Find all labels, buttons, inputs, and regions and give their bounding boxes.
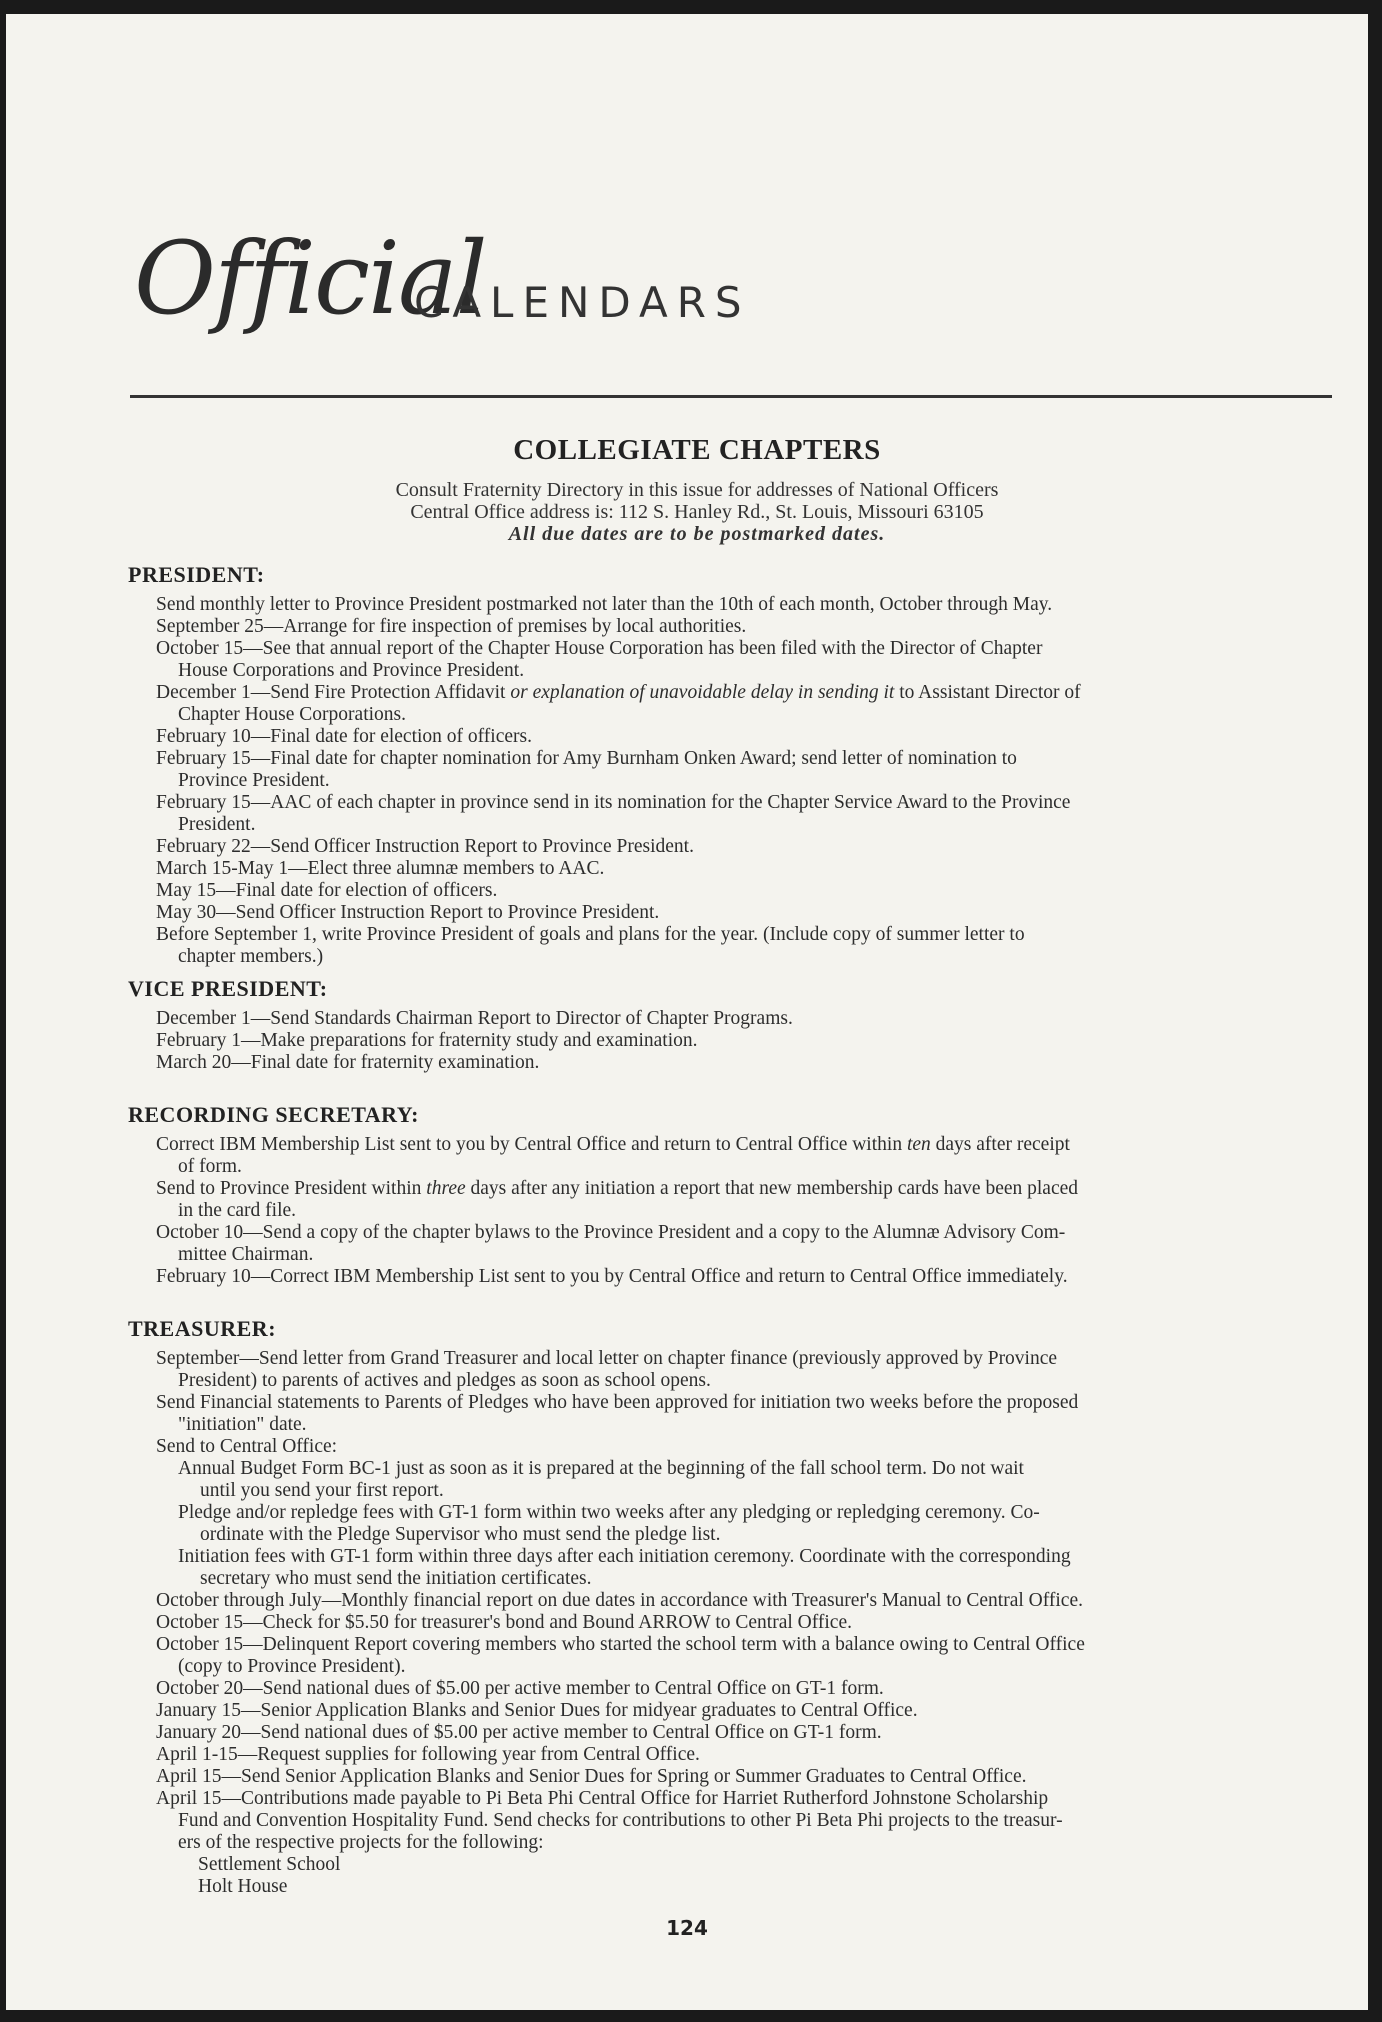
calendar-entry: Send to Central Office: — [156, 1436, 338, 1457]
calendar-entry: May 30—Send Officer Instruction Report to Province President. — [156, 902, 660, 923]
entry-continuation: chapter members.) — [178, 946, 324, 967]
entry-continuation: Chapter House Corporations. — [178, 704, 407, 725]
calendar-subentry — [178, 1458, 1330, 1502]
calendar-entry: October 15—Check for $5.50 for treasurer's bond and Bound ARROW to Central Office. — [156, 1612, 852, 1633]
calendar-entry: October through July—Monthly financial report on due dates in accordance with Treasurer's Manual to Central Office. — [156, 1590, 1083, 1611]
project-item: Settlement School — [198, 1854, 341, 1875]
calendar-subentry — [178, 1502, 1330, 1546]
section-intro — [6, 479, 1382, 545]
entry-continuation: President. — [178, 814, 256, 835]
entry-line: February 15—Final date for chapter nomination for Amy Burnham Onken Award; send letter of nomination to — [156, 748, 1017, 769]
entry-continuation: President) to parents of actives and pledges as soon as school opens. — [178, 1370, 711, 1391]
calendar-entry: January 20—Send national dues of $5.00 per active member to Central Office on GT-1 form. — [156, 1722, 882, 1743]
calendar-entry — [156, 1788, 1330, 1854]
entry-line: Annual Budget Form BC-1 just as soon as it is prepared at the beginning of the fall school term. Do not wait — [178, 1458, 1024, 1479]
calendar-entry: March 20—Final date for fraternity examination. — [156, 1052, 540, 1073]
entry-line: October 15—Delinquent Report covering members who started the school term with a balance owing to Central Office — [156, 1634, 1085, 1655]
calendar-entry: February 10—Final date for election of officers. — [156, 726, 532, 747]
entry-italic: three — [426, 1178, 466, 1199]
entry-continuation: until you send your first report. — [200, 1480, 444, 1501]
entry-line: September—Send letter from Grand Treasurer and local letter on chapter finance (previously approved by Province — [156, 1348, 1058, 1369]
entry-continuation: House Corporations and Province President. — [178, 660, 525, 681]
calendar-entry: April 15—Send Senior Application Blanks and Senior Dues for Spring or Summer Graduates to Central Office. — [156, 1766, 1027, 1787]
entry-text: Correct IBM Membership List sent to you by Central Office and return to Central Office within — [156, 1134, 907, 1155]
heading-caps-word: CALENDARS — [414, 278, 751, 327]
calendar-entry — [156, 1178, 1330, 1222]
entry-italic: ten — [906, 1134, 931, 1155]
role-heading-recording-secretary: RECORDING SECRETARY: — [128, 1102, 419, 1127]
calendar-entry — [156, 638, 1330, 682]
entry-line: Before September 1, write Province President of goals and plans for the year. (Include copy of summer letter to — [156, 924, 1025, 945]
entry-text: December 1—Send Fire Protection Affidavit — [156, 682, 511, 703]
heading-script-word: Official — [134, 220, 486, 337]
section-title: COLLEGIATE CHAPTERS — [513, 434, 881, 466]
entry-text: days after receipt — [930, 1134, 1070, 1155]
intro-line: Central Office address is: 112 S. Hanley Rd., St. Louis, Missouri 63105 — [410, 501, 984, 523]
entry-continuation: mittee Chairman. — [178, 1244, 314, 1265]
calendar-entry — [156, 1392, 1330, 1436]
calendar-entry — [156, 924, 1330, 968]
calendar-entry — [156, 682, 1330, 726]
calendar-entry: February 22—Send Officer Instruction Report to Province President. — [156, 836, 694, 857]
entry-continuation: of form. — [178, 1156, 242, 1177]
entry-line: April 15—Contributions made payable to Pi Beta Phi Central Office for Harriet Rutherford Johnstone Scholarship — [156, 1788, 1049, 1809]
document-page — [6, 14, 1368, 2010]
calendar-entry: December 1—Send Standards Chairman Report to Director of Chapter Programs. — [156, 1008, 793, 1029]
entry-text: days after any initiation a report that new membership cards have been placed — [465, 1178, 1079, 1199]
calendar-entry: March 15-May 1—Elect three alumnæ members to AAC. — [156, 858, 605, 879]
entry-line: February 15—AAC of each chapter in province send in its nomination for the Chapter Service Award to the Province — [156, 792, 1071, 813]
calendar-entry — [156, 1634, 1330, 1678]
entry-continuation: (copy to Province President). — [178, 1656, 406, 1677]
calendar-entry: October 20—Send national dues of $5.00 per active member to Central Office on GT-1 form. — [156, 1678, 884, 1699]
calendar-entry: May 15—Final date for election of officers. — [156, 880, 498, 901]
entry-continuation: in the card file. — [178, 1200, 297, 1221]
calendar-subentry — [178, 1546, 1330, 1590]
entry-line: October 10—Send a copy of the chapter bylaws to the Province President and a copy to the Alumnæ Advisory Com- — [156, 1222, 1066, 1243]
calendar-entry: Send monthly letter to Province President postmarked not later than the 10th of each month, October through May. — [156, 594, 1053, 615]
calendar-entry: February 1—Make preparations for fraternity study and examination. — [156, 1030, 698, 1051]
intro-line: Consult Fraternity Directory in this issue for addresses of National Officers — [395, 479, 999, 501]
heading-rule — [130, 395, 1332, 398]
entry-continuation: secretary who must send the initiation certificates. — [200, 1568, 592, 1589]
entry-line: Initiation fees with GT-1 form within three days after each initiation ceremony. Coordinate with the corresponding — [178, 1546, 1071, 1567]
entry-continuation: "initiation" date. — [178, 1414, 307, 1435]
entry-text: to Assistant Director of — [894, 682, 1081, 703]
calendar-entry — [156, 1222, 1330, 1266]
calendar-entry — [156, 748, 1330, 792]
intro-emphasis: All due dates are to be postmarked dates. — [508, 523, 886, 545]
entry-line: October 15—See that annual report of the Chapter House Corporation has been filed with the Director of Chapter — [156, 638, 1043, 659]
page-number: 124 — [666, 1916, 708, 1940]
calendar-entry — [156, 792, 1330, 836]
entry-italic: or explanation of unavoidable delay in sending it — [510, 682, 895, 703]
calendar-entry — [156, 1348, 1330, 1392]
entry-text: Send to Province President within — [156, 1178, 427, 1199]
entry-line: Pledge and/or repledge fees with GT-1 form within two weeks after any pledging or repledging ceremony. Co- — [178, 1502, 1040, 1523]
role-heading-treasurer: TREASURER: — [128, 1316, 277, 1341]
calendar-entry: February 10—Correct IBM Membership List sent to you by Central Office and return to Central Office immediately. — [156, 1266, 1068, 1287]
calendar-entry: January 15—Senior Application Blanks and Senior Dues for midyear graduates to Central Office. — [156, 1700, 918, 1721]
role-heading-vice-president: VICE PRESIDENT: — [128, 976, 328, 1001]
entry-continuation: Province President. — [178, 770, 330, 791]
entry-line: Send Financial statements to Parents of Pledges who have been approved for initiation two weeks before the proposed — [156, 1392, 1079, 1413]
entry-continuation: ers of the respective projects for the following: — [178, 1832, 544, 1853]
calendar-entry — [156, 1134, 1330, 1178]
calendar-entry: April 1-15—Request supplies for following year from Central Office. — [156, 1744, 700, 1765]
role-heading-president: PRESIDENT: — [128, 562, 265, 587]
project-item: Holt House — [198, 1876, 288, 1897]
entry-continuation: ordinate with the Pledge Supervisor who must send the pledge list. — [200, 1524, 721, 1545]
calendar-entry: September 25—Arrange for fire inspection of premises by local authorities. — [156, 616, 747, 637]
entry-continuation: Fund and Convention Hospitality Fund. Send checks for contributions to other Pi Beta Phi projects to the treasur- — [178, 1810, 1063, 1831]
